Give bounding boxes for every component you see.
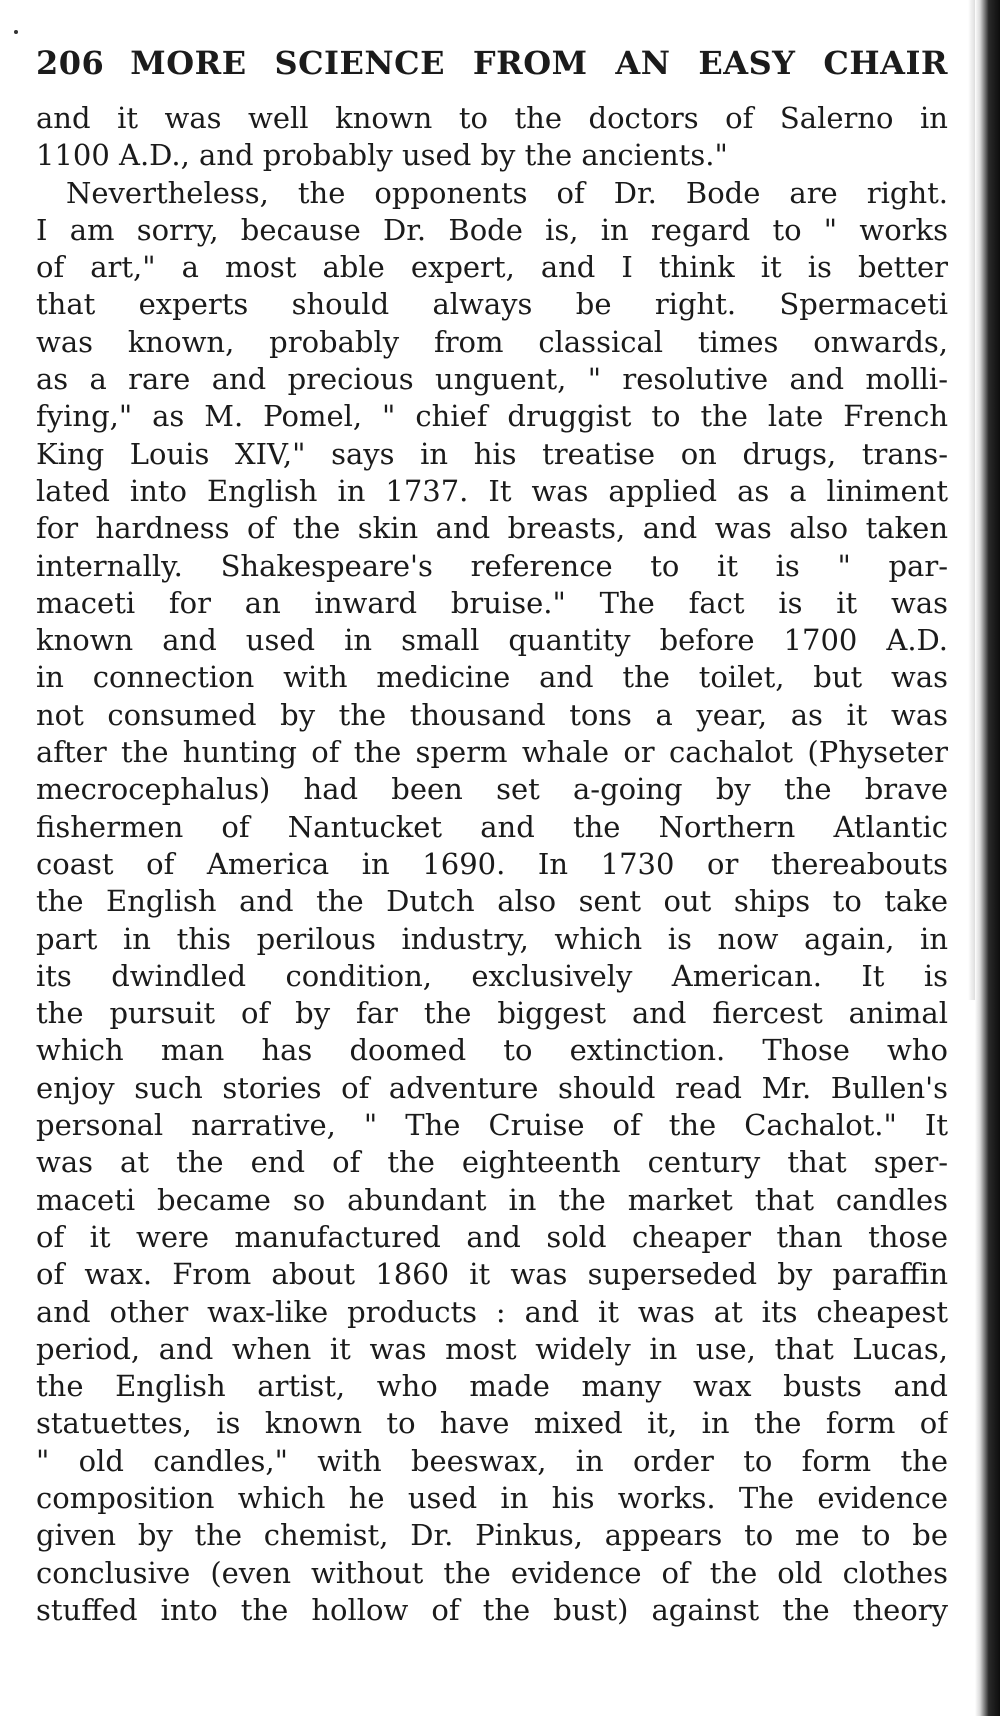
text-line: enjoy such stories of adventure should read Mr. Bullen's — [36, 1070, 948, 1105]
text-line: conclusive (even without the evidence of the old clothes — [36, 1555, 948, 1590]
text-line: I am sorry, because Dr. Bode is, in regard to " works — [36, 212, 948, 247]
text-line: was at the end of the eighteenth century that sper- — [36, 1145, 948, 1180]
text-line: lated into English in 1737. It was applied as a liniment — [36, 473, 948, 508]
text-line: the pursuit of by far the biggest and fiercest animal — [36, 996, 948, 1031]
text-line: " old candles," with beeswax, in order to form the — [36, 1443, 948, 1478]
text-line: fying," as M. Pomel, " chief druggist to the late French — [36, 399, 948, 434]
text-line: that experts should always be right. Spermaceti — [36, 287, 948, 322]
page-binding-edge — [975, 0, 1000, 1716]
text-line: of it were manufactured and sold cheaper than those — [36, 1219, 948, 1254]
text-line: in connection with medicine and the toilet, but was — [36, 660, 948, 695]
text-line: personal narrative, " The Cruise of the Cachalot." It — [36, 1108, 948, 1143]
book-page — [36, 44, 948, 1629]
text-line: of wax. From about 1860 it was superseded by paraffin — [36, 1257, 948, 1292]
text-line: internally. Shakespeare's reference to it is " par- — [36, 548, 948, 583]
text-line: mecrocephalus) had been set a-going by the brave — [36, 772, 948, 807]
text-line: was known, probably from classical times onwards, — [36, 324, 948, 359]
text-line: of art," a most able expert, and I think it is better — [36, 250, 948, 285]
text-line: stuffed into the hollow of the bust) against the theory — [36, 1592, 948, 1627]
text-line: King Louis XIV," says in his treatise on drugs, trans- — [36, 436, 948, 471]
text-line: period, and when it was most widely in use, that Lucas, — [36, 1331, 948, 1366]
margin-speck — [14, 30, 18, 34]
text-line: the English and the Dutch also sent out ships to take — [36, 884, 948, 919]
text-line: coast of America in 1690. In 1730 or thereabouts — [36, 846, 948, 881]
text-line: fishermen of Nantucket and the Northern Atlantic — [36, 809, 948, 844]
text-line: as a rare and precious unguent, " resolutive and molli- — [36, 362, 948, 397]
running-title: MORE SCIENCE FROM AN EASY CHAIR — [130, 44, 948, 82]
text-line: maceti became so abundant in the market that candles — [36, 1182, 948, 1217]
text-line: and other wax-like products : and it was at its cheapest — [36, 1294, 948, 1329]
text-line: which man has doomed to extinction. Those who — [36, 1033, 948, 1068]
running-head — [36, 44, 948, 100]
text-line: composition which he used in his works. The evidence — [36, 1480, 948, 1515]
text-line: and it was well known to the doctors of Salerno in — [36, 101, 948, 135]
text-line: statuettes, is known to have mixed it, in the form of — [36, 1406, 948, 1441]
text-line: not consumed by the thousand tons a year, as it was — [36, 697, 948, 732]
body-text — [36, 100, 948, 1629]
text-line: maceti for an inward bruise." The fact is it was — [36, 585, 948, 620]
text-line: part in this perilous industry, which is now again, in — [36, 921, 948, 956]
text-line: for hardness of the skin and breasts, and was also taken — [36, 511, 948, 546]
text-line: known and used in small quantity before 1700 A.D. — [36, 623, 948, 658]
text-line: after the hunting of the sperm whale or cachalot (Physeter — [36, 735, 948, 770]
page-number: 206 — [36, 44, 105, 82]
text-line: 1100 A.D., and probably used by the ancients." — [36, 138, 728, 173]
text-line: the English artist, who made many wax busts and — [36, 1369, 948, 1404]
text-line: Nevertheless, the opponents of Dr. Bode are right. — [66, 175, 948, 210]
text-line: given by the chemist, Dr. Pinkus, appears to me to be — [36, 1518, 948, 1553]
text-line: its dwindled condition, exclusively American. It is — [36, 958, 948, 993]
